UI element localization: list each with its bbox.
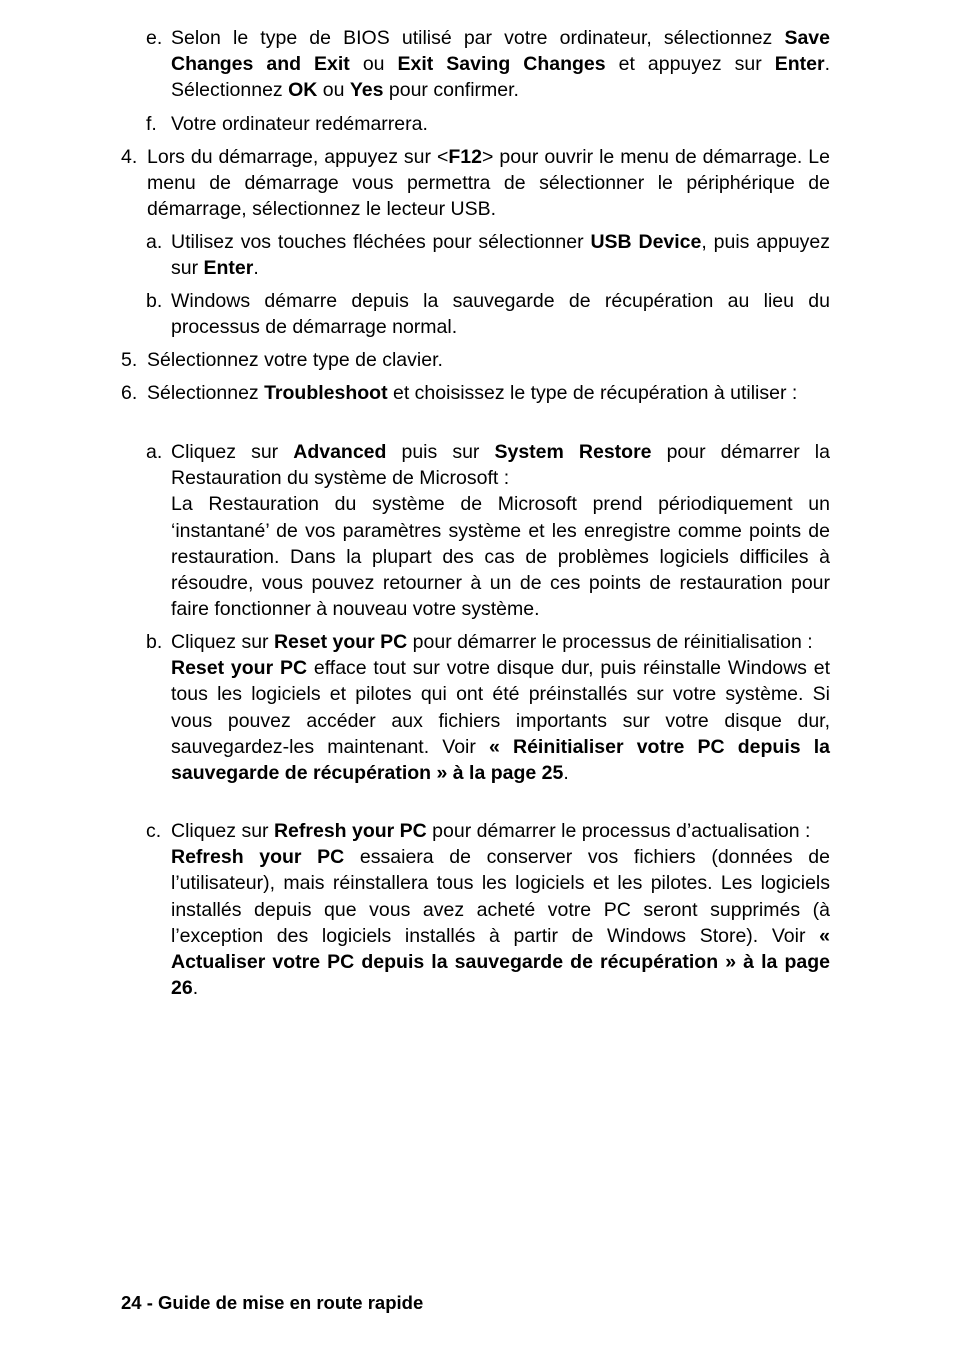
bold-text: Enter (774, 53, 825, 76)
item-paragraph (171, 25, 830, 104)
bold-text: Refresh your PC (171, 846, 345, 869)
item-paragraph (147, 380, 830, 406)
body-text: essaiera de conserver vos fichiers (données de l’utilisateur), mais réinstallera tous les logiciels et les pilotes. Les logiciels installés depuis que vous avez acheté votre PC seront supprimés (à l’exception des logiciels installés à partir de Windows Store). Voir (171, 846, 830, 947)
body-text: . (253, 257, 259, 280)
body-text: . Sélectionnez (171, 53, 831, 102)
body-text: puis sur (386, 441, 495, 463)
bold-text: Yes (349, 79, 384, 102)
item-paragraph (171, 818, 830, 844)
body-text: et appuyez sur (605, 53, 775, 76)
list-marker-f: f. (146, 113, 157, 135)
list-marker-4a: a. (146, 231, 163, 253)
body-text: pour démarrer la Restauration du système de Microsoft : (171, 441, 830, 490)
bold-text: F12 (448, 146, 482, 168)
list-item-e (171, 25, 830, 104)
list-item-6b (171, 629, 830, 786)
item-paragraph (171, 288, 830, 340)
body-text: Lors du démarrage, appuyez sur < (147, 146, 449, 168)
item-paragraph (171, 439, 830, 491)
body-text: ou (317, 79, 350, 102)
body-text: > pour ouvrir le menu de démarrage. Le menu de démarrage vous permettra de sélectionner le périphérique de démarrage, sélectionnez le lecteur USB. (147, 146, 831, 221)
body-text: efface tout sur votre disque dur, puis réinstalle Windows et tous les logiciels et pilotes qui ont été préinstallés sur votre système. Si vous pouvez accéder aux fichiers importants sur votre disque dur, sauvegardez-les maintenant. Voir (171, 657, 830, 758)
bold-text: « Actualiser votre PC depuis la sauvegarde de récupération » à la page 26 (171, 924, 830, 1000)
body-text: ou (349, 53, 398, 76)
body-text: , puis appuyez sur (171, 231, 831, 280)
bold-text: Troubleshoot (264, 382, 388, 404)
bold-text: USB Device (590, 231, 702, 253)
list-item-6 (147, 380, 830, 406)
body-text: Cliquez sur (171, 441, 294, 463)
list-item-6c (171, 818, 830, 1001)
list-item-4b (171, 288, 830, 340)
list-item-4 (147, 144, 830, 223)
bold-text: Save Changes and Exit (171, 27, 830, 76)
bold-text: Reset your PC (273, 631, 408, 653)
item-paragraph (171, 229, 830, 281)
body-text: Sélectionnez votre type de clavier. (147, 349, 443, 371)
bold-text: Refresh your PC (273, 820, 427, 842)
body-text: Selon le type de BIOS utilisé par votre ordinateur, sélectionnez (171, 27, 785, 49)
list-item-f (171, 111, 830, 137)
list-marker-4b: b. (146, 290, 163, 312)
list-item-6a (171, 439, 830, 622)
item-paragraph (171, 655, 830, 786)
body-text: et choisissez le type de récupération à utiliser : (387, 382, 798, 404)
body-text: Utilisez vos touches fléchées pour sélectionner (171, 231, 591, 253)
item-paragraph (171, 111, 830, 137)
body-text: pour démarrer le processus d’actualisation : (426, 820, 811, 842)
bold-text: Reset your PC (171, 657, 308, 680)
list-marker-4: 4. (121, 146, 138, 168)
item-paragraph (171, 629, 830, 655)
list-marker-6a: a. (146, 441, 163, 463)
body-text: pour démarrer le processus de réinitialisation : (407, 631, 813, 653)
bold-text: « Réinitialiser votre PC depuis la sauvegarde de récupération » à la page 25 (171, 735, 830, 785)
list-marker-6c: c. (146, 820, 162, 842)
list-marker-e: e. (146, 27, 163, 49)
bold-text: System Restore (494, 441, 652, 463)
list-item-4a (171, 229, 830, 281)
body-text: Sélectionnez (147, 382, 265, 404)
page-footer: 24 - Guide de mise en route rapide (121, 1292, 424, 1313)
body-text: pour confirmer. (383, 79, 519, 102)
body-text: . (563, 762, 569, 785)
body-text: La Restauration du système de Microsoft prend périodiquement un ‘instantané’ de vos paramètres système et les enregistre comme points de restauration. Dans la plupart des cas de problèmes logiciels difficiles à résoudre, vous pouvez retourner à un de ces points de restauration pour faire fonctionner à nouveau votre système. (171, 493, 830, 621)
list-item-5 (147, 347, 830, 373)
item-paragraph (171, 844, 830, 1001)
body-text: Cliquez sur (171, 631, 274, 653)
list-marker-6: 6. (121, 382, 138, 404)
body-text: . (192, 977, 199, 1000)
body-text: Windows démarre depuis la sauvegarde de récupération au lieu du processus de démarrage normal. (171, 290, 830, 339)
body-text: Cliquez sur (171, 820, 274, 842)
item-paragraph (171, 491, 830, 622)
bold-text: Advanced (293, 441, 387, 463)
item-paragraph (147, 347, 830, 373)
bold-text: Enter (203, 257, 254, 280)
list-marker-6b: b. (146, 631, 163, 653)
list-marker-5: 5. (121, 349, 138, 371)
bold-text: OK (288, 79, 318, 102)
bold-text: Exit Saving Changes (397, 53, 606, 76)
item-paragraph (147, 144, 830, 223)
body-text: Votre ordinateur redémarrera. (171, 113, 428, 135)
